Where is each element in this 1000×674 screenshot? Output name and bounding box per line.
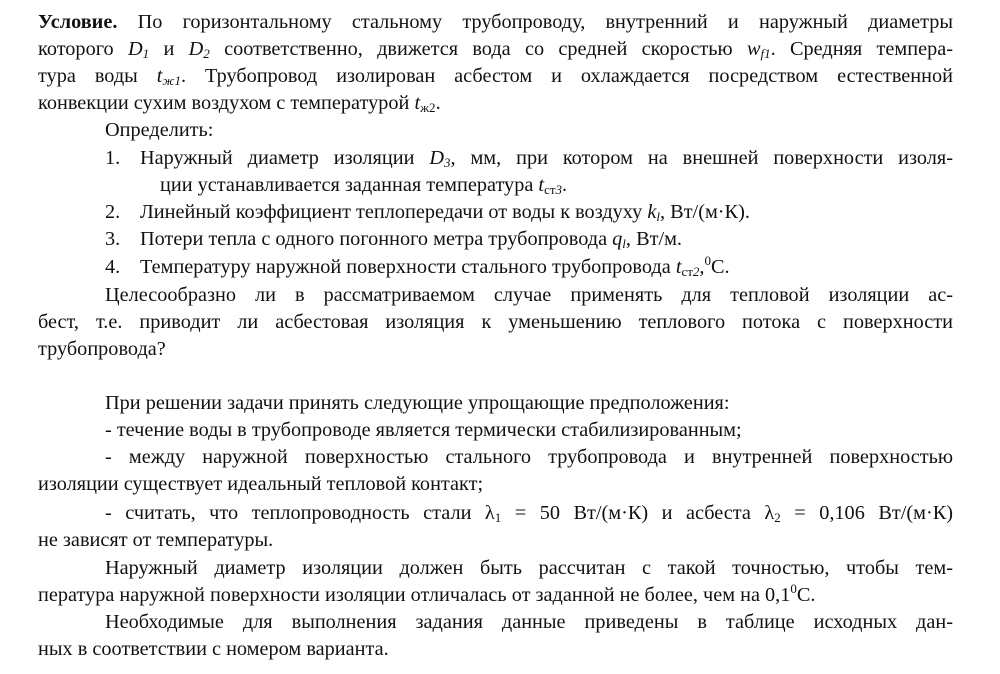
item-number-2: 2. bbox=[105, 201, 121, 223]
item-number-3: 3. bbox=[105, 228, 121, 250]
item-2-line: Линейный коэффициент теплопередачи от воды к воздуху $k_l$, Вт/(м·К). bbox=[140, 201, 750, 224]
data-line-2: ных в соответствии с номером варианта. bbox=[38, 638, 389, 660]
intro-line-4: конвекции сухим воздухом с температурой $t_{ж2}$. bbox=[38, 92, 441, 115]
assumptions-heading: При решении задачи принять следующие упрощающие предположения: bbox=[105, 392, 730, 414]
assumption-line-1: - течение воды в трубопроводе является термически стабилизированным; bbox=[105, 419, 742, 441]
item-3-line: Потери тепла с одного погонного метра трубопровода $q_l$, Вт/м. bbox=[140, 228, 682, 251]
intro-line-1: Условие. По горизонтальному стальному трубопроводу, внутренний и наружный диаметры bbox=[38, 11, 953, 33]
item-1-line-2: ции устанавливается заданная температура $t_{ст3}$. bbox=[160, 174, 568, 197]
item-4-line: Температуру наружной поверхности стального трубопровода $t_{ст2},^0С$. bbox=[140, 253, 730, 279]
data-line-1: Необходимые для выполнения задания данные приведены в таблице исходных дан- bbox=[105, 611, 953, 633]
assumption-line-4: - считать, что теплопроводность стали $\lambda_1 = 50$ Вт/(м·К) и асбеста $\lambda_2 = 0,106$ Вт/(м·К) bbox=[105, 502, 953, 525]
item-1-line-1: Наружный диаметр изоляции $D_3$, мм, при котором на внешней поверхности изоля- bbox=[140, 147, 954, 170]
condition-label: Условие. bbox=[38, 11, 118, 33]
determine-label: Определить: bbox=[105, 119, 214, 141]
accuracy-line-2: пература наружной поверхности изоляции отличалась от заданной не более, чем на $0,1^0С$. bbox=[38, 581, 816, 606]
assumption-line-5: не зависят от температуры. bbox=[38, 529, 274, 551]
question-line-3: трубопровода? bbox=[38, 338, 166, 360]
accuracy-line-1: Наружный диаметр изоляции должен быть рассчитан с такой точностью, чтобы тем- bbox=[105, 557, 953, 579]
intro-line-2: которого $D_1$ и $D_2$ соответственно, движется вода со средней скоростью $w_{f1}$. Средняя темпера- bbox=[38, 38, 953, 61]
question-line-1: Целесообразно ли в рассматриваемом случае применять для тепловой изоляции ас- bbox=[105, 284, 953, 306]
item-number-4: 4. bbox=[105, 256, 121, 278]
assumption-line-2: - между наружной поверхностью стального трубопровода и внутренней поверхностью bbox=[105, 446, 953, 468]
item-number-1: 1. bbox=[105, 147, 121, 169]
assumption-line-3: изоляции существует идеальный тепловой контакт; bbox=[38, 473, 484, 495]
question-line-2: бест, т.е. приводит ли асбестовая изоляция к уменьшению теплового потока с поверхности bbox=[38, 311, 953, 333]
intro-line-3: тура воды $t_{ж1}$. Трубопровод изолирован асбестом и охлаждается посредством естественной bbox=[38, 65, 953, 88]
